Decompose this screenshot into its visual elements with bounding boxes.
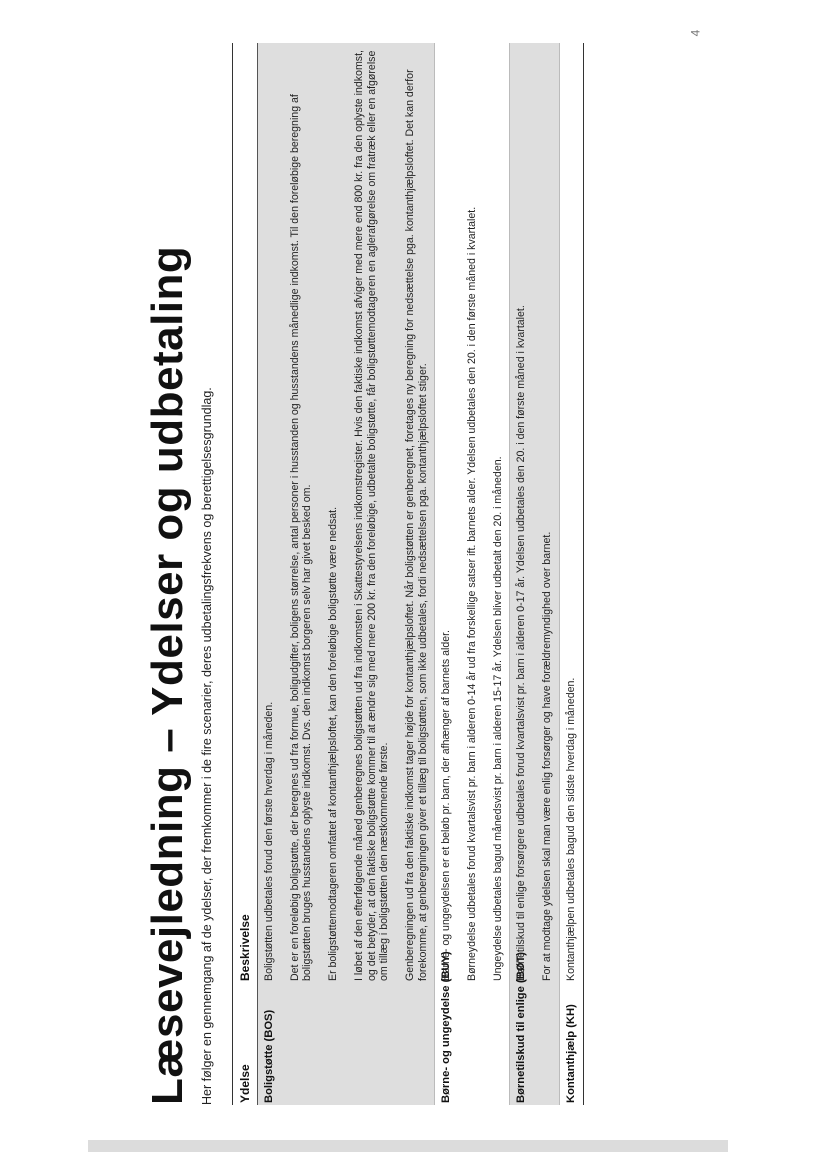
description-paragraph: Det er en foreløbig boligstøtte, der beregnes ud fra formue, boligudgifter, boligens størrelse, antal personer i husstanden og husstandens månedlige indkomst. Til den foreløbige beregning af boligstøtten bruges husstandens oplyste indkomst. Dvs. den indkomst borgeren selv har givet besked om. <box>288 94 314 981</box>
header-beskrivelse: Beskrivelse <box>238 914 252 981</box>
table-row <box>509 43 558 1105</box>
description-paragraph: Boligstøtten udbetales forud den første hverdag i måneden. <box>263 701 275 981</box>
description-paragraph: Genberegningen ud fra den faktiske indkomst tager højde for kontanthjælpsloftet. Når boligstøtten er genberegnet, foretages ny beregning for nedsættelse pga. kontanthjælpsloftet. Det kan derfor forekomme, at genberegningen giver et tillæg til boligstøtten, som ikke udbetales, fordi nedsættelsen pga. kontanthjælpsloftet stiger. <box>403 69 429 981</box>
description-paragraph: Ungeydelse udbetales bagud månedsvist pr. barn i alderen 15-17 år. Ydelsen bliver udbetalt den 20. i måneden. <box>491 456 504 981</box>
ydelse-name: Børne- og ungeydelse (BUY) <box>440 951 453 1103</box>
description-paragraph: Kontanthjælpen udbetales bagud den sidste hverdag i måneden. <box>564 677 577 981</box>
page-title: Læsevejledning – Ydelser og udbetaling <box>143 245 192 1105</box>
scan-edge-bar <box>88 1140 728 1152</box>
ydelse-description <box>258 43 434 981</box>
ydelse-description <box>435 43 509 981</box>
ydelse-name: Børnetilskud til enlige (BØT) <box>515 951 528 1103</box>
description-paragraph: For at modtage ydelsen skal man være enlig forsørger og have forældremyndighed over barnet. <box>541 531 554 981</box>
table-row <box>258 43 434 1105</box>
benefits-table <box>232 43 584 1105</box>
description-paragraph: Børnetilskud til enlige forsørgere udbetales forud kvartalsvist pr. barn i alderen 0-17 år. Ydelsen udbetales den 20. i den første måned i kvartalet. <box>515 305 528 981</box>
table-row <box>559 43 583 1105</box>
table-header <box>233 43 258 1105</box>
ydelse-name: Boligstøtte (BOS) <box>263 1009 275 1103</box>
intro-text: Her følger en gennemgang af de ydelser, der fremkommer i de fire scenarier, deres udbetalingsfrekvens og berettigelsesgrundlag. <box>200 387 214 1105</box>
ydelse-description <box>510 43 558 981</box>
ydelse-description <box>560 43 583 981</box>
header-ydelse: Ydelse <box>238 1064 252 1103</box>
description-paragraph: Børne- og ungeydelsen er et beløb pr. barn, der afhænger af barnets alder. <box>440 630 453 981</box>
description-paragraph: Er boligstøttemodtageren omfattet af kontanthjælpsloftet, kan den foreløbige boligstøtte være nedsat. <box>327 506 340 981</box>
description-paragraph: Børneydelse udbetales forud kvartalsvist pr. barn i alderen 0-14 år ud fra forskellige satser ift. barnets alder. Ydelsen udbetales den 20. i den første måned i kvartalet. <box>466 206 479 981</box>
description-paragraph: I løbet af den efterfølgende måned genberegnes boligstøtten ud fra indkomsten i Skattestyrelsens indkomstregister. Hvis den faktiske indkomst afviger med mere end 800 kr. fra den oplyste indkomst, og det betyder, at den faktiske boligstøtte kommer til at ændre sig med mere 200 kr. fra den foreløbige, udbetalte boligstøtte, får boligstøttemodtageren en aglerafgørelse om fratræk eller en afgørelse om tillæg i boligstøtten den næstkommende første. <box>352 50 391 981</box>
table-row <box>434 43 509 1105</box>
page-number: 4 <box>688 29 703 37</box>
ydelse-name: Kontanthjælp (KH) <box>564 1004 577 1103</box>
rotated-content <box>140 40 660 1105</box>
